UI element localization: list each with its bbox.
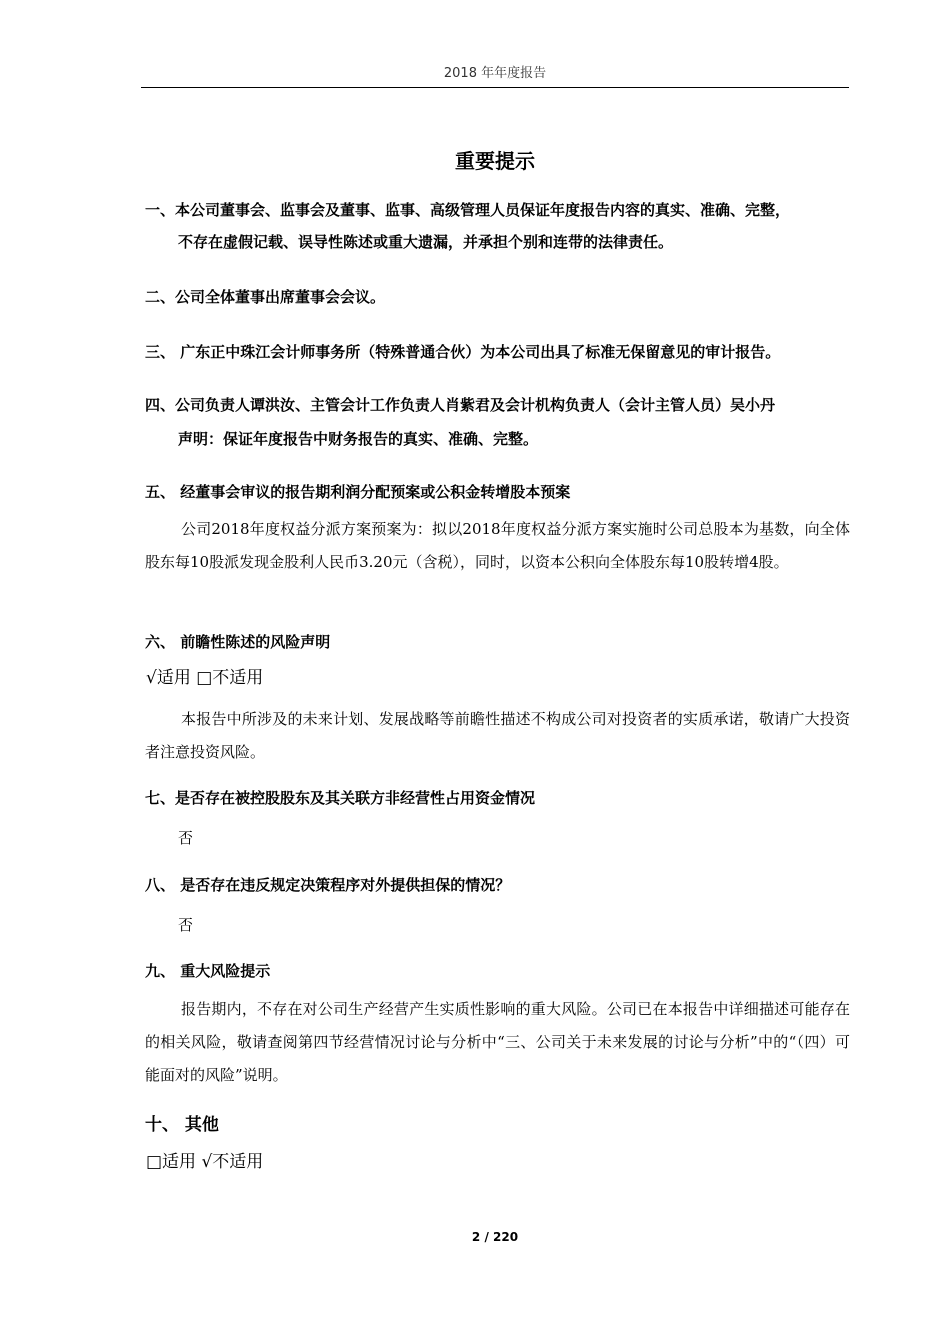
section-9-heading: 九、 重大风险提示 bbox=[145, 962, 271, 980]
section-6-heading: 六、 前瞻性陈述的风险声明 bbox=[145, 633, 331, 651]
section-6-applicability: √适用 □不适用 bbox=[146, 668, 264, 688]
page-number: 2 / 220 bbox=[471, 1230, 519, 1244]
section-6-body: 本报告中所涉及的未来计划、发展战略等前瞻性描述不构成公司对投资者的实质承诺，敬请广大投资者注意投资风险。 bbox=[145, 710, 850, 761]
header-divider bbox=[141, 87, 849, 88]
section-10-applicability: □适用 √不适用 bbox=[146, 1152, 264, 1172]
section-5-heading: 五、 经董事会审议的报告期利润分配预案或公积金转增股本预案 bbox=[145, 483, 571, 501]
section-4-heading: 四、公司负责人谭洪汝、主管会计工作负责人肖紫君及会计机构负责人（会计主管人员）吴小丹 bbox=[145, 396, 776, 414]
page-header: 2018 年年度报告 bbox=[443, 66, 547, 81]
section-5-body: 公司2018年度权益分派方案预案为：拟以2018年度权益分派方案实施时公司总股本为基数，向全体股东每10股派发现金股利人民币3.20元（含税），同时，以资本公积向全体股东每10股转增4股。 bbox=[145, 520, 850, 571]
section-9-body: 报告期内，不存在对公司生产经营产生实质性影响的重大风险。公司已在本报告中详细描述可能存在的相关风险，敬请查阅第四节经营情况讨论与分析中“三、公司关于未来发展的讨论与分析”中的“（四）可能面对的风险”说明。 bbox=[145, 1000, 850, 1084]
section-10-heading: 十、 其他 bbox=[145, 1115, 219, 1135]
section-2-heading: 二、公司全体董事出席董事会会议。 bbox=[145, 288, 386, 306]
section-3-heading: 三、 广东正中珠江会计师事务所（特殊普通合伙）为本公司出具了标准无保留意见的审计报告。 bbox=[145, 343, 781, 361]
section-8-heading: 八、 是否存在违反规定决策程序对外提供担保的情况？ bbox=[145, 876, 511, 894]
section-8-answer: 否 bbox=[178, 916, 194, 934]
section-4-heading-cont: 声明：保证年度报告中财务报告的真实、准确、完整。 bbox=[178, 430, 539, 448]
section-1-heading-cont: 不存在虚假记载、误导性陈述或重大遗漏，并承担个别和连带的法律责任。 bbox=[178, 233, 674, 251]
section-1-heading: 一、本公司董事会、监事会及董事、监事、高级管理人员保证年度报告内容的真实、准确、完整， bbox=[145, 201, 791, 219]
page-title: 重要提示 bbox=[455, 149, 535, 173]
section-7-heading: 七、是否存在被控股股东及其关联方非经营性占用资金情况 bbox=[145, 789, 536, 807]
section-7-answer: 否 bbox=[178, 829, 194, 847]
